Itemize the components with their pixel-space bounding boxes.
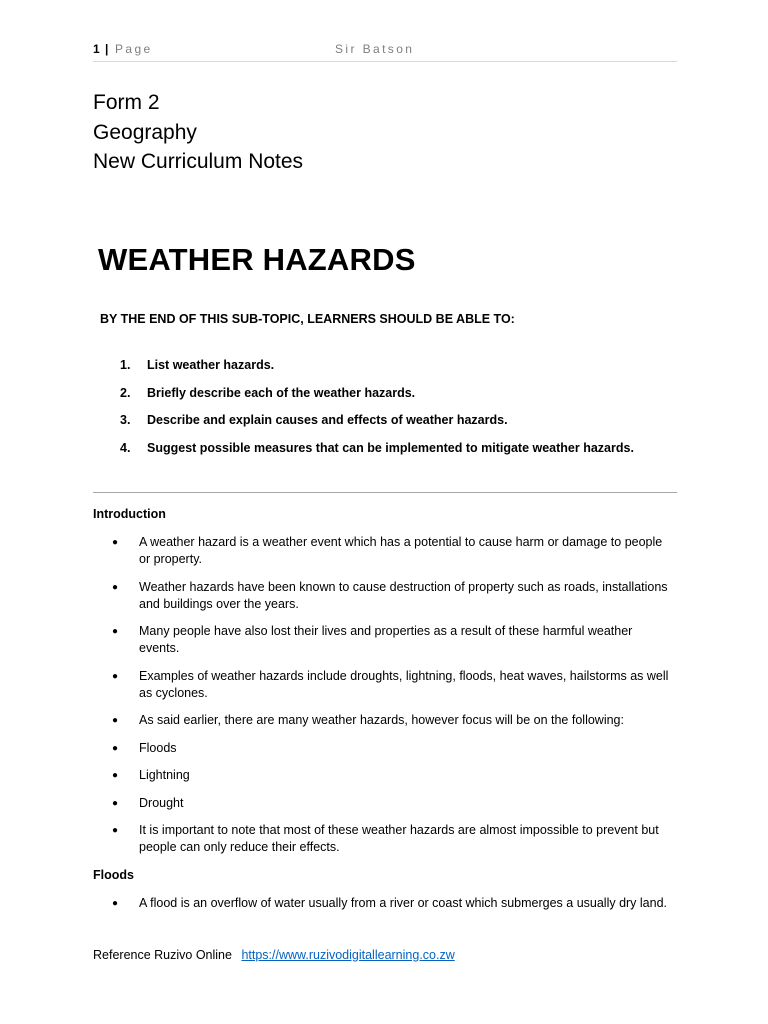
bullet-icon: ●	[112, 626, 119, 637]
bullet-icon: ●	[112, 670, 119, 682]
header-author: Sir Batson	[335, 42, 415, 56]
objective-text: Briefly describe each of the weather hazards.	[147, 385, 416, 400]
list-item-text: A flood is an overflow of water usually from a river or coast which submerges a usually dry land.	[139, 896, 668, 910]
course-info	[93, 88, 303, 177]
reference-link[interactable]: https://www.ruzivodigitallearning.co.zw	[241, 948, 455, 962]
list-item	[112, 668, 672, 702]
course-subject: Geography	[93, 120, 197, 144]
bullet-icon: ●	[112, 797, 119, 809]
list-item-text: Lightning	[139, 768, 190, 782]
list-item-text: As said earlier, there are many weather hazards, however focus will be on the following:	[139, 713, 624, 727]
list-item-text: Weather hazards have been known to cause destruction of property such as roads, installations and buildings over the years.	[139, 579, 668, 611]
bullet-icon: ●	[112, 898, 119, 909]
objectives-list	[120, 358, 634, 468]
reference-label: Reference Ruzivo Online	[93, 948, 232, 962]
list-item-text: Drought	[139, 795, 184, 810]
list-item	[112, 712, 672, 729]
list-item	[112, 795, 672, 812]
objective-item	[120, 386, 634, 414]
bullet-icon: ●	[112, 581, 119, 593]
list-item	[112, 767, 672, 784]
bullet-icon: ●	[112, 537, 119, 548]
bullet-icon: ●	[112, 742, 119, 754]
bullet-icon: ●	[112, 715, 119, 726]
objective-text: List weather hazards.	[147, 358, 275, 372]
objectives-intro: BY THE END OF THIS SUB-TOPIC, LEARNERS SHOULD BE ABLE TO:	[100, 312, 515, 326]
objective-item	[120, 441, 634, 469]
bullet-icon: ●	[112, 825, 119, 836]
course-notes: New Curriculum Notes	[93, 150, 304, 173]
list-item-text: Floods	[139, 740, 177, 755]
page-title: WEATHER HAZARDS	[98, 242, 416, 277]
objective-item	[120, 413, 634, 441]
list-item	[112, 623, 672, 657]
section-divider	[93, 492, 677, 493]
list-item-text: A weather hazard is a weather event which has a potential to cause harm or damage to people or property.	[139, 535, 663, 566]
bullet-icon: ●	[112, 770, 119, 781]
list-item	[112, 822, 672, 856]
objective-text: Suggest possible measures that can be implemented to mitigate weather hazards.	[147, 440, 634, 455]
list-item-text: Examples of weather hazards include droughts, lightning, floods, heat waves, hailstorms as well as cyclones.	[139, 668, 669, 700]
page-number: 1	[93, 42, 100, 56]
introduction-heading: Introduction	[93, 507, 166, 521]
objective-item	[120, 358, 634, 386]
list-item	[112, 534, 672, 568]
list-item	[112, 740, 672, 757]
list-item-text: Many people have also lost their lives and properties as a result of these harmful weather events.	[139, 624, 633, 655]
list-item-text: It is important to note that most of these weather hazards are almost impossible to prevent but people can only reduce their effects.	[139, 823, 659, 854]
list-item	[112, 579, 672, 613]
page-header	[93, 42, 677, 62]
list-item	[112, 895, 672, 912]
floods-heading: Floods	[93, 868, 134, 882]
reference-line	[93, 948, 455, 962]
objective-number: 2.	[120, 385, 131, 400]
objective-number: 1.	[120, 358, 131, 372]
objective-number: 3.	[120, 413, 131, 427]
introduction-list	[112, 534, 672, 867]
objective-number: 4.	[120, 440, 131, 455]
header-separator: |	[105, 42, 109, 56]
objective-text: Describe and explain causes and effects of weather hazards.	[147, 413, 508, 427]
page-label: Page	[115, 42, 153, 56]
course-form: Form 2	[93, 91, 160, 114]
floods-list	[112, 895, 672, 923]
